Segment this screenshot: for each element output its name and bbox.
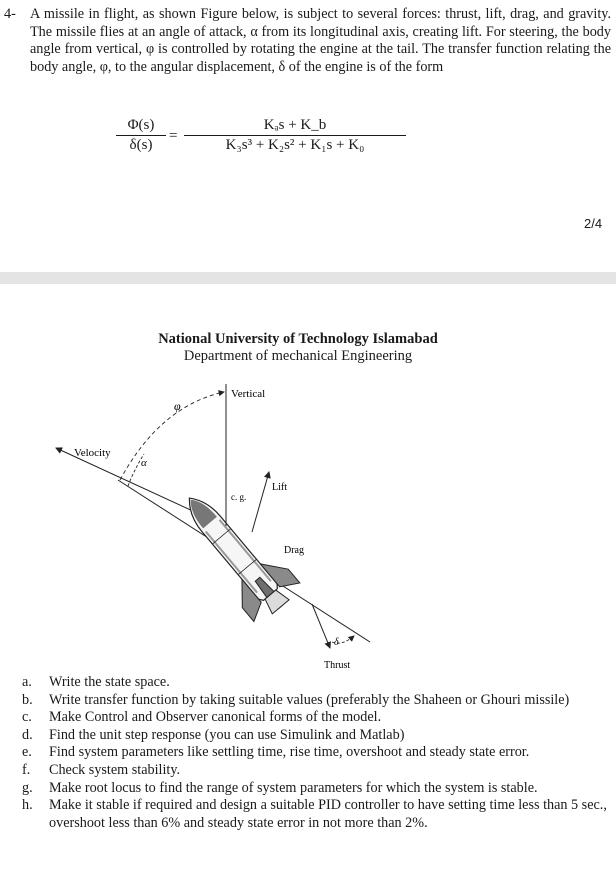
department-title: Department of mechanical Engineering bbox=[183, 348, 413, 364]
page-separator bbox=[0, 272, 616, 284]
delta-symbol: δ bbox=[334, 637, 339, 648]
formula-lhs-denominator: δ(s) bbox=[129, 137, 153, 153]
task-text: Check system stability. bbox=[49, 761, 181, 778]
task-label: g. bbox=[22, 779, 33, 796]
alpha-symbol: α bbox=[141, 457, 147, 469]
task-text: Make Control and Observer canonical forms of the model. bbox=[49, 709, 382, 726]
task-item bbox=[22, 709, 610, 727]
lift-vector bbox=[252, 472, 269, 532]
task-text: Make it stable if required and design a suitable PID controller to have setting time less than 5 sec., overshoot less than 6% and steady state error in not more than 2%. bbox=[49, 797, 607, 831]
task-text: Find the unit step response (you can use Simulink and Matlab) bbox=[49, 726, 405, 743]
thrust-label: Thrust bbox=[324, 660, 351, 671]
task-item bbox=[22, 674, 610, 692]
task-list bbox=[22, 674, 610, 832]
vertical-label: Vertical bbox=[231, 388, 266, 400]
transfer-function-formula bbox=[116, 117, 406, 165]
formula-rhs-denominator: K₃s³ + K₂s² + K₁s + K₀ bbox=[225, 137, 365, 153]
task-item bbox=[22, 744, 610, 762]
page-number: 2/4 bbox=[584, 216, 603, 231]
formula-lhs-numerator: Φ(s) bbox=[127, 117, 155, 133]
task-text: Write the state space. bbox=[49, 674, 170, 690]
task-label: h. bbox=[22, 797, 33, 814]
phi-angle-arc bbox=[120, 392, 224, 480]
task-text: Write transfer function by taking suitable values (preferably the Shaheen or Ghouri missile) bbox=[49, 691, 570, 708]
formula-rhs-fraction bbox=[184, 117, 406, 154]
task-item bbox=[22, 762, 610, 780]
university-title: National University of Technology Islamabad bbox=[158, 331, 438, 347]
task-item bbox=[22, 692, 610, 710]
formula-equals: = bbox=[169, 128, 178, 144]
task-item bbox=[22, 780, 610, 798]
task-text: Make root locus to find the range of system parameters for which the system is stable. bbox=[49, 779, 538, 796]
task-label: f. bbox=[22, 761, 31, 778]
task-item bbox=[22, 727, 610, 745]
phi-symbol: φ bbox=[174, 399, 181, 413]
task-label: b. bbox=[22, 691, 33, 708]
question-number: 4- bbox=[4, 6, 16, 22]
drag-label: Drag bbox=[284, 545, 304, 556]
cg-label: c. g. bbox=[231, 492, 247, 502]
missile-diagram bbox=[40, 376, 560, 676]
formula-rhs-bar bbox=[184, 135, 406, 136]
velocity-label: Velocity bbox=[74, 447, 111, 459]
task-item bbox=[22, 797, 610, 832]
formula-lhs-bar bbox=[116, 135, 166, 136]
task-label: a. bbox=[22, 674, 32, 690]
question-paragraph: A missile in flight, as shown Figure below, is subject to several forces: thrust, lift, drag, and gravity. The missile flies at an angle of attack, α from its longitudinal axis, creating lift. For steering, the body angle from vertical, φ is controlled by rotating the engine at the tail. The transfer function relating the body angle, φ, to the angular displacement, δ of the engine is of the form bbox=[30, 6, 611, 75]
question-text-block bbox=[4, 6, 611, 76]
task-label: c. bbox=[22, 709, 32, 726]
task-label: d. bbox=[22, 726, 33, 743]
task-label: e. bbox=[22, 744, 32, 761]
task-text: Find system parameters like settling time, rise time, overshoot and steady state error. bbox=[49, 744, 530, 761]
lift-label: Lift bbox=[272, 482, 287, 493]
formula-lhs-fraction bbox=[116, 117, 166, 154]
formula-rhs-numerator: Kₐs + K_b bbox=[263, 117, 327, 133]
